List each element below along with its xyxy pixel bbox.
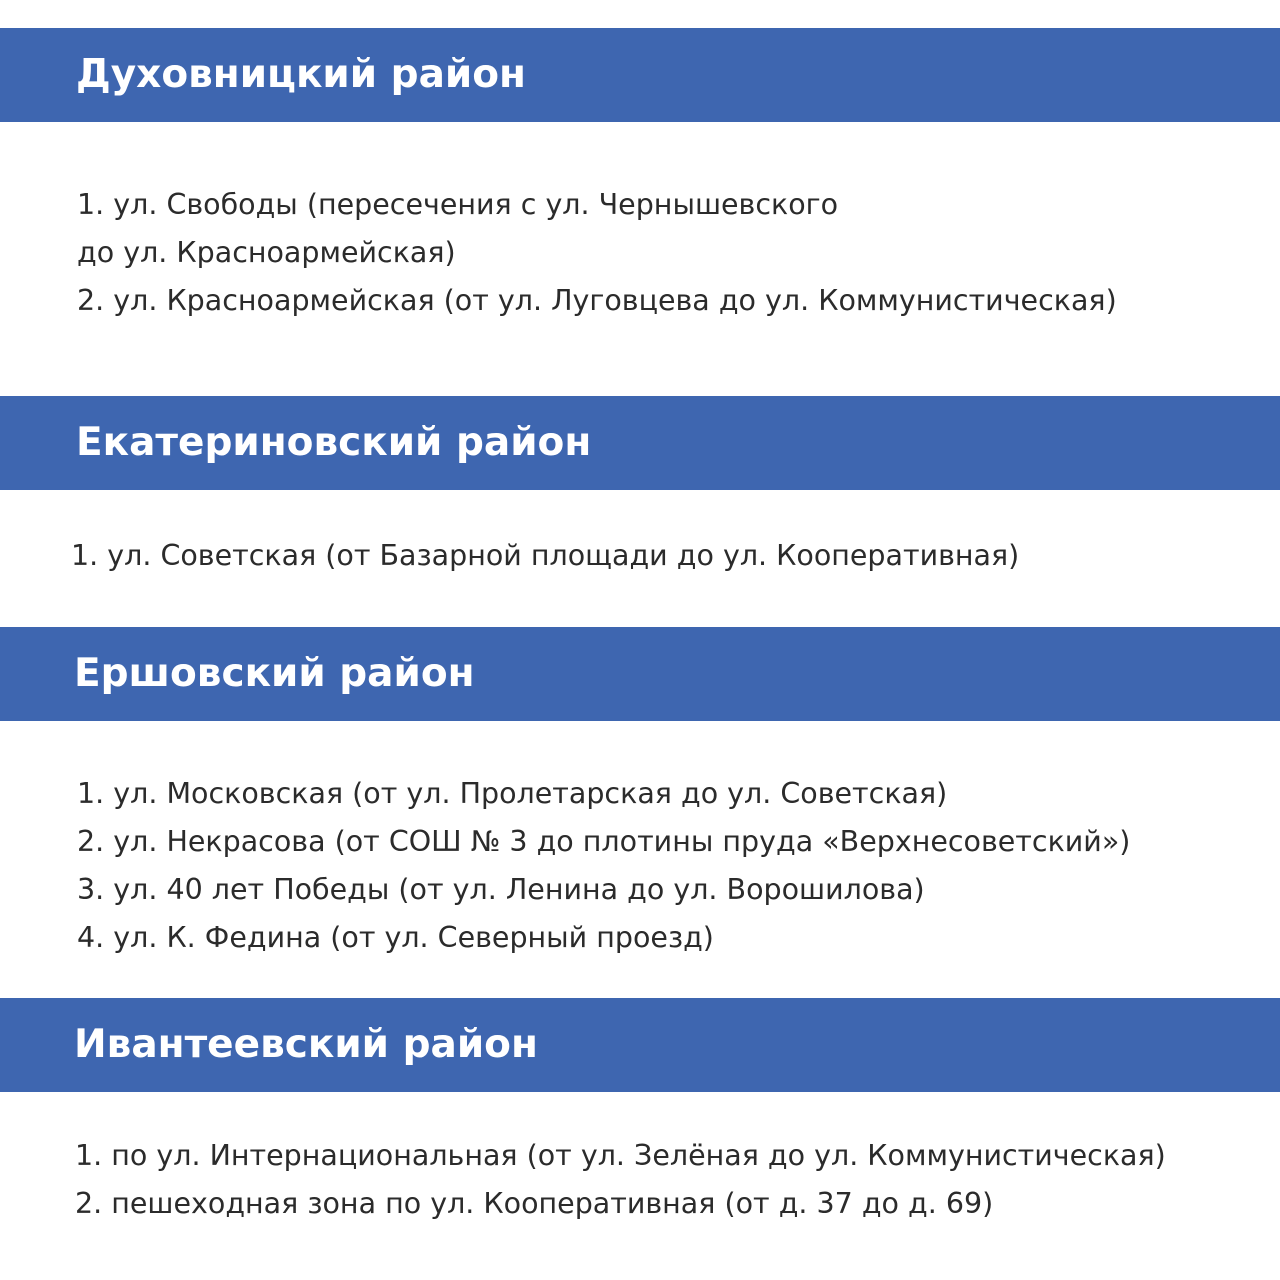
section-title: Ивантеевский район	[74, 1022, 538, 1067]
section-list-dukhovnitsky	[77, 181, 1117, 325]
list-item: 4. ул. К. Федина (от ул. Северный проезд)	[77, 921, 714, 954]
section-list-ivanteevsky	[75, 1132, 1166, 1228]
section-header-ershovsky	[0, 627, 1280, 721]
section-title: Екатериновский район	[76, 420, 592, 465]
list-item: до ул. Красноармейская)	[77, 236, 456, 269]
list-item: 1. ул. Московская (от ул. Пролетарская до ул. Советская)	[77, 777, 948, 810]
list-item: 1. ул. Советская (от Базарной площади до ул. Кооперативная)	[71, 539, 1020, 572]
list-item: 1. по ул. Интернациональная (от ул. Зелёная до ул. Коммунистическая)	[75, 1139, 1166, 1172]
list-item: 3. ул. 40 лет Победы (от ул. Ленина до ул. Ворошилова)	[77, 873, 925, 906]
section-title: Ершовский район	[74, 651, 475, 696]
list-item: 2. ул. Некрасова (от СОШ № 3 до плотины пруда «Верхнесоветский»)	[77, 825, 1131, 858]
section-list-ershovsky	[77, 770, 1130, 962]
section-header-ekaterinovsky	[0, 396, 1280, 490]
section-header-ivanteevsky	[0, 998, 1280, 1092]
section-list-ekaterinovsky	[71, 532, 1019, 580]
section-header-dukhovnitsky	[0, 28, 1280, 122]
list-item: 2. пешеходная зона по ул. Кооперативная (от д. 37 до д. 69)	[75, 1187, 994, 1220]
list-item: 2. ул. Красноармейская (от ул. Луговцева до ул. Коммунистическая)	[77, 284, 1117, 317]
list-item: 1. ул. Свободы (пересечения с ул. Чернышевского	[77, 188, 839, 221]
section-title: Духовницкий район	[76, 52, 526, 97]
